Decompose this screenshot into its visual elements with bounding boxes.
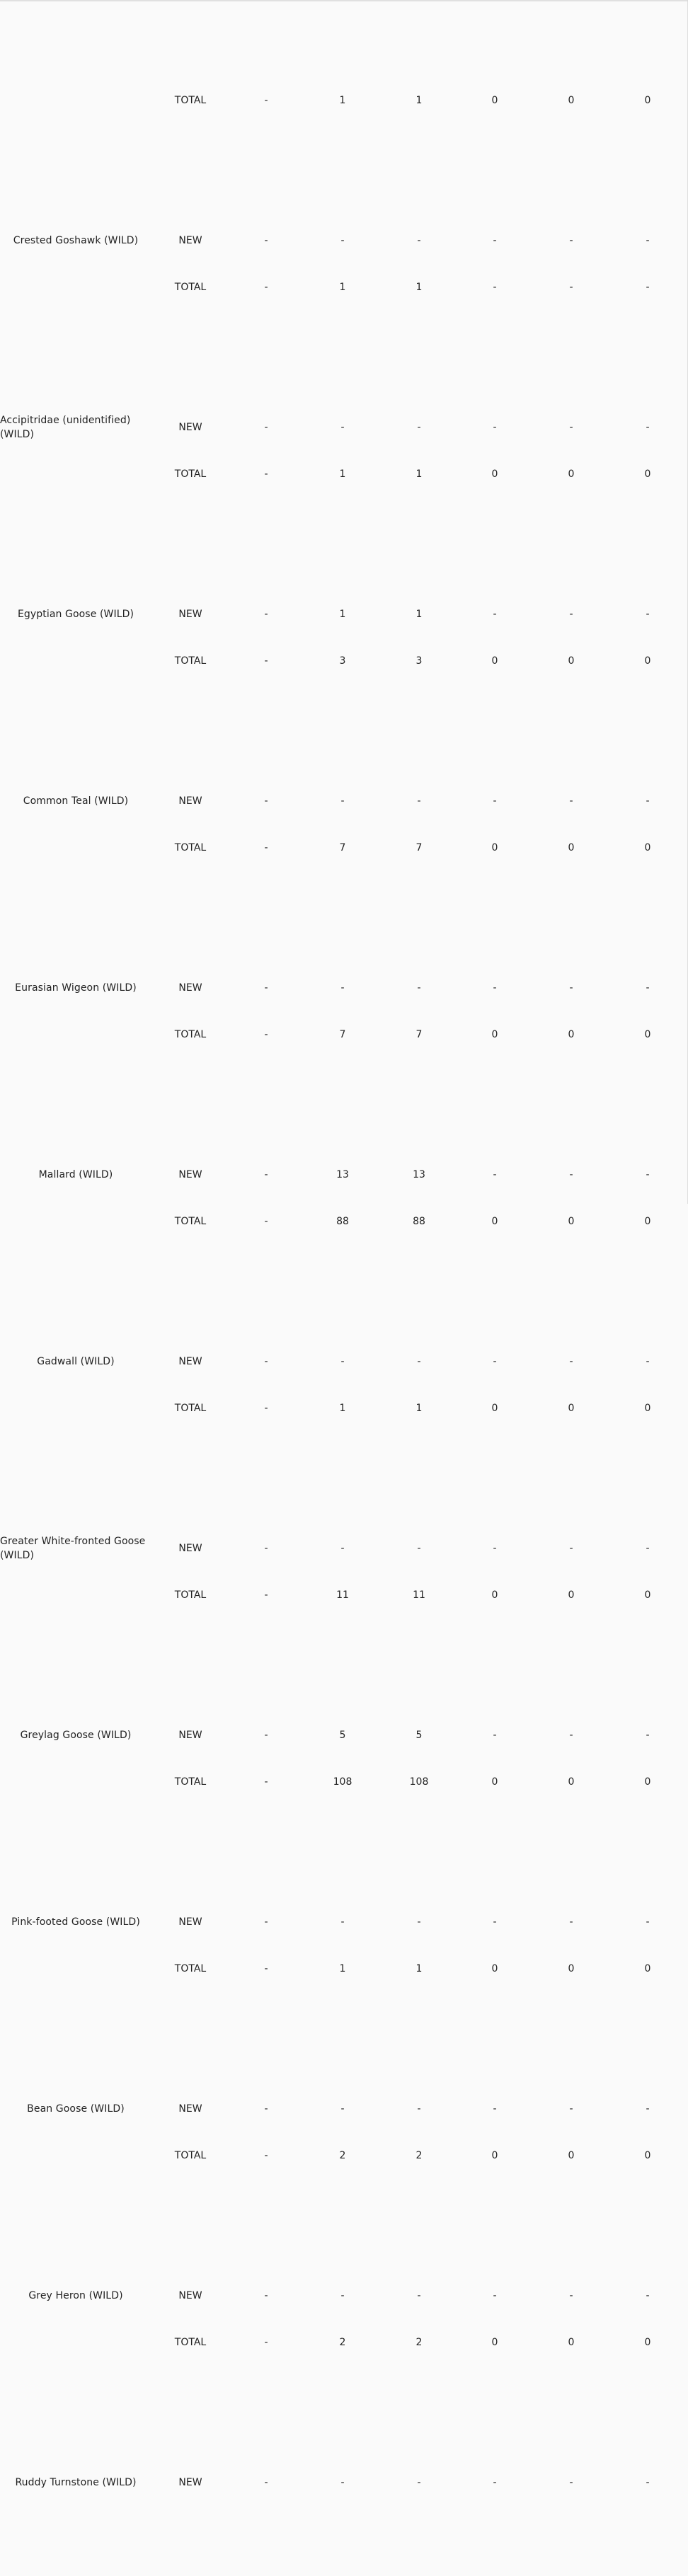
count-cell: - — [264, 1589, 268, 1601]
count-cell: 0 — [644, 2150, 651, 2161]
row-type-label: NEW — [178, 1543, 202, 1554]
count-cell: - — [493, 609, 497, 620]
count-cell: - — [569, 795, 573, 807]
row-type-label: TOTAL — [174, 1029, 207, 1040]
count-cell: 2 — [415, 2150, 423, 2161]
count-cell: 0 — [491, 842, 498, 853]
count-cell: - — [569, 2477, 573, 2488]
count-cell: 13 — [336, 1169, 349, 1180]
count-cell: - — [646, 2103, 650, 2115]
row-type-label: TOTAL — [174, 468, 207, 480]
count-cell: 88 — [336, 1216, 349, 1227]
count-cell: 7 — [339, 1029, 346, 1040]
count-cell: - — [264, 2103, 268, 2115]
row-type-label: NEW — [178, 795, 202, 807]
total-row — [151, 1214, 680, 1229]
total-row — [151, 467, 680, 481]
count-cell: - — [340, 235, 345, 246]
species-name: Greylag Goose (WILD) — [20, 1730, 132, 1741]
count-cell: - — [417, 2103, 421, 2115]
count-cell: 0 — [568, 1029, 575, 1040]
row-type-label: TOTAL — [174, 655, 207, 667]
row-type-label: NEW — [178, 609, 202, 620]
count-cell: - — [264, 422, 268, 433]
count-cell: - — [646, 795, 650, 807]
count-cell: - — [340, 2290, 345, 2301]
count-cell: - — [646, 235, 650, 246]
total-row — [151, 2149, 680, 2163]
total-row — [151, 1028, 680, 1042]
count-cell: - — [417, 2290, 421, 2301]
count-cell: 1 — [339, 1963, 346, 1974]
species-name: Pink-footed Goose (WILD) — [11, 1916, 140, 1928]
count-cell: 88 — [413, 1216, 425, 1227]
new-row — [151, 2476, 680, 2490]
count-cell: - — [264, 2150, 268, 2161]
count-cell: - — [646, 1169, 650, 1180]
count-cell: 7 — [415, 1029, 423, 1040]
count-cell: - — [646, 282, 650, 293]
count-cell: - — [493, 2477, 497, 2488]
new-row — [151, 1355, 680, 1369]
count-cell: 0 — [644, 1963, 651, 1974]
count-cell: 0 — [568, 2337, 575, 2348]
count-cell: 11 — [413, 1589, 425, 1601]
count-cell: - — [569, 422, 573, 433]
count-cell: - — [646, 1543, 650, 1554]
count-cell: 1 — [339, 282, 346, 293]
count-cell: - — [493, 282, 497, 293]
table-row-group — [0, 147, 680, 334]
species-name: Bean Goose (WILD) — [27, 2103, 125, 2115]
species-name: Common Teal (WILD) — [23, 795, 129, 807]
new-row — [151, 1168, 680, 1182]
row-type-label: NEW — [178, 2477, 202, 2488]
count-cell: - — [264, 1216, 268, 1227]
count-cell: - — [493, 422, 497, 433]
count-cell: 0 — [568, 1403, 575, 1414]
new-row — [151, 607, 680, 621]
count-cell: - — [340, 1916, 345, 1928]
row-type-label: TOTAL — [174, 95, 207, 106]
count-cell: - — [493, 1356, 497, 1367]
count-cell: 1 — [339, 95, 346, 106]
count-cell: - — [264, 282, 268, 293]
scroll-shadow — [0, 0, 688, 2]
count-cell: - — [493, 1543, 497, 1554]
table-row-group — [0, 1268, 680, 1455]
new-row — [151, 1728, 680, 1742]
table-row-group — [0, 1642, 680, 1829]
species-name: Ruddy Turnstone (WILD) — [15, 2477, 137, 2488]
count-cell: - — [569, 235, 573, 246]
count-cell: - — [264, 95, 268, 106]
total-row — [151, 1588, 680, 1602]
row-type-label: NEW — [178, 1356, 202, 1367]
count-cell: 0 — [644, 1589, 651, 1601]
count-cell: - — [646, 2290, 650, 2301]
count-cell: 0 — [568, 1216, 575, 1227]
count-cell: - — [340, 2103, 345, 2115]
count-cell: - — [569, 1543, 573, 1554]
count-cell: - — [646, 609, 650, 620]
row-type-label: TOTAL — [174, 1589, 207, 1601]
count-cell: 0 — [491, 2337, 498, 2348]
count-cell: - — [264, 1776, 268, 1788]
count-cell: - — [264, 982, 268, 994]
species-name: Mallard (WILD) — [38, 1169, 113, 1180]
count-cell: - — [569, 1730, 573, 1741]
count-cell: - — [340, 795, 345, 807]
count-cell: 0 — [644, 1029, 651, 1040]
count-cell: 3 — [415, 655, 423, 667]
row-type-label: NEW — [178, 1916, 202, 1928]
new-row — [151, 2289, 680, 2303]
count-cell: - — [264, 1169, 268, 1180]
count-cell: - — [493, 795, 497, 807]
table-row-group — [0, 708, 680, 895]
count-cell: - — [417, 795, 421, 807]
count-cell: - — [417, 1916, 421, 1928]
count-cell: 7 — [339, 842, 346, 853]
count-cell: - — [264, 795, 268, 807]
count-cell: 0 — [644, 1216, 651, 1227]
count-cell: - — [493, 1169, 497, 1180]
count-cell: - — [417, 2477, 421, 2488]
count-cell: 0 — [491, 655, 498, 667]
row-type-label: NEW — [178, 1169, 202, 1180]
count-cell: 0 — [644, 655, 651, 667]
count-cell: - — [264, 842, 268, 853]
count-cell: - — [646, 1730, 650, 1741]
count-cell: - — [340, 982, 345, 994]
row-type-label: NEW — [178, 982, 202, 994]
count-cell: - — [264, 655, 268, 667]
total-row — [151, 654, 680, 668]
count-cell: - — [264, 1403, 268, 1414]
count-cell: 0 — [568, 655, 575, 667]
count-cell: - — [264, 2337, 268, 2348]
count-cell: - — [569, 2290, 573, 2301]
count-cell: 1 — [339, 468, 346, 480]
count-cell: 1 — [415, 468, 423, 480]
count-cell: 1 — [415, 1963, 423, 1974]
count-cell: - — [340, 1543, 345, 1554]
count-cell: 0 — [491, 95, 498, 106]
count-cell: - — [417, 1543, 421, 1554]
total-row — [151, 841, 680, 855]
count-cell: - — [646, 2477, 650, 2488]
count-cell: 0 — [568, 2150, 575, 2161]
row-type-label: TOTAL — [174, 1776, 207, 1788]
count-cell: 2 — [339, 2337, 346, 2348]
row-type-label: NEW — [178, 2103, 202, 2115]
count-cell: - — [264, 2290, 268, 2301]
count-cell: - — [264, 1543, 268, 1554]
count-cell: 0 — [644, 1776, 651, 1788]
count-cell: 0 — [491, 1589, 498, 1601]
count-cell: - — [569, 1169, 573, 1180]
count-cell: - — [264, 1029, 268, 1040]
row-type-label: TOTAL — [174, 1403, 207, 1414]
total-row — [151, 2335, 680, 2350]
count-cell: - — [264, 1730, 268, 1741]
count-cell: - — [417, 235, 421, 246]
table-row-group — [0, 2016, 680, 2202]
count-cell: - — [646, 422, 650, 433]
count-cell: 1 — [415, 282, 423, 293]
count-cell: - — [646, 1916, 650, 1928]
count-cell: 0 — [491, 1963, 498, 1974]
count-cell: 5 — [339, 1730, 346, 1741]
count-cell: 0 — [491, 1216, 498, 1227]
total-row — [151, 1775, 680, 1789]
count-cell: - — [264, 1916, 268, 1928]
count-cell: 0 — [644, 95, 651, 106]
count-cell: 0 — [644, 1403, 651, 1414]
count-cell: - — [417, 982, 421, 994]
species-name: Eurasian Wigeon (WILD) — [15, 982, 137, 994]
count-cell: 1 — [415, 95, 423, 106]
new-row — [151, 234, 680, 248]
row-type-label: NEW — [178, 422, 202, 433]
count-cell: 1 — [339, 609, 346, 620]
count-cell: - — [493, 2103, 497, 2115]
count-cell: - — [340, 1356, 345, 1367]
row-type-label: NEW — [178, 2290, 202, 2301]
new-row — [151, 2102, 680, 2116]
count-cell: 5 — [415, 1730, 423, 1741]
count-cell: 0 — [491, 1776, 498, 1788]
count-cell: 0 — [568, 95, 575, 106]
count-cell: - — [264, 468, 268, 480]
count-cell: 0 — [568, 1776, 575, 1788]
table-row-group — [0, 1829, 680, 2016]
row-type-label: TOTAL — [174, 1216, 207, 1227]
count-cell: 13 — [413, 1169, 425, 1180]
row-type-label: TOTAL — [174, 2150, 207, 2161]
species-name: Accipitridae (unidentified) (WILD) — [0, 415, 131, 440]
count-cell: - — [569, 1916, 573, 1928]
table-row-group — [0, 521, 680, 708]
species-name: Egyptian Goose (WILD) — [17, 609, 134, 620]
count-cell: 1 — [415, 1403, 423, 1414]
total-row — [151, 1401, 680, 1415]
count-cell: - — [646, 1356, 650, 1367]
count-cell: - — [493, 1916, 497, 1928]
count-cell: - — [569, 1356, 573, 1367]
new-row — [151, 1541, 680, 1556]
count-cell: 2 — [339, 2150, 346, 2161]
count-cell: - — [417, 1356, 421, 1367]
count-cell: 11 — [336, 1589, 349, 1601]
count-cell: - — [264, 235, 268, 246]
count-cell: - — [569, 2103, 573, 2115]
count-cell: 0 — [568, 1589, 575, 1601]
total-row — [151, 280, 680, 294]
count-cell: - — [493, 2290, 497, 2301]
table-row-group — [0, 334, 680, 521]
count-cell: - — [646, 982, 650, 994]
row-type-label: TOTAL — [174, 842, 207, 853]
table-row-group — [0, 895, 680, 1081]
count-cell: - — [493, 982, 497, 994]
species-name: Crested Goshawk (WILD) — [13, 235, 139, 246]
new-row — [151, 794, 680, 808]
count-cell: - — [340, 2477, 345, 2488]
new-row — [151, 1915, 680, 1929]
row-type-label: TOTAL — [174, 1963, 207, 1974]
count-cell: 0 — [644, 2337, 651, 2348]
row-type-label: TOTAL — [174, 2337, 207, 2348]
count-cell: - — [264, 1963, 268, 1974]
count-cell: - — [569, 282, 573, 293]
new-row — [151, 981, 680, 995]
count-cell: - — [264, 1356, 268, 1367]
count-cell: 0 — [568, 842, 575, 853]
table-row-group — [0, 2202, 680, 2389]
new-row — [151, 420, 680, 435]
count-cell: - — [264, 2477, 268, 2488]
species-name: Grey Heron (WILD) — [28, 2290, 123, 2301]
row-type-label: NEW — [178, 235, 202, 246]
count-cell: - — [493, 1730, 497, 1741]
count-cell: 1 — [339, 1403, 346, 1414]
count-cell: - — [569, 609, 573, 620]
count-cell: 0 — [491, 1029, 498, 1040]
total-row — [151, 1962, 680, 1976]
table-row-group — [0, 1455, 680, 1642]
row-type-label: NEW — [178, 1730, 202, 1741]
count-cell: 1 — [415, 609, 423, 620]
row-type-label: TOTAL — [174, 282, 207, 293]
count-cell: 0 — [644, 468, 651, 480]
count-cell: 0 — [568, 468, 575, 480]
count-cell: 108 — [409, 1776, 429, 1788]
count-cell: 7 — [415, 842, 423, 853]
count-cell: - — [340, 422, 345, 433]
species-name: Greater White-fronted Goose (WILD) — [0, 1536, 146, 1561]
count-cell: - — [417, 422, 421, 433]
table-row-group — [0, 2389, 680, 2576]
table-row-group — [0, 1081, 680, 1268]
table-row-group — [0, 0, 680, 147]
count-cell: 2 — [415, 2337, 423, 2348]
count-cell: - — [264, 609, 268, 620]
count-cell: 0 — [491, 468, 498, 480]
count-cell: 0 — [644, 842, 651, 853]
count-cell: - — [493, 235, 497, 246]
count-cell: 0 — [491, 1403, 498, 1414]
count-cell: 3 — [339, 655, 346, 667]
total-row — [151, 93, 680, 108]
count-cell: - — [569, 982, 573, 994]
count-cell: 0 — [491, 2150, 498, 2161]
species-name: Gadwall (WILD) — [37, 1356, 115, 1367]
count-cell: 108 — [333, 1776, 352, 1788]
count-cell: 0 — [568, 1963, 575, 1974]
